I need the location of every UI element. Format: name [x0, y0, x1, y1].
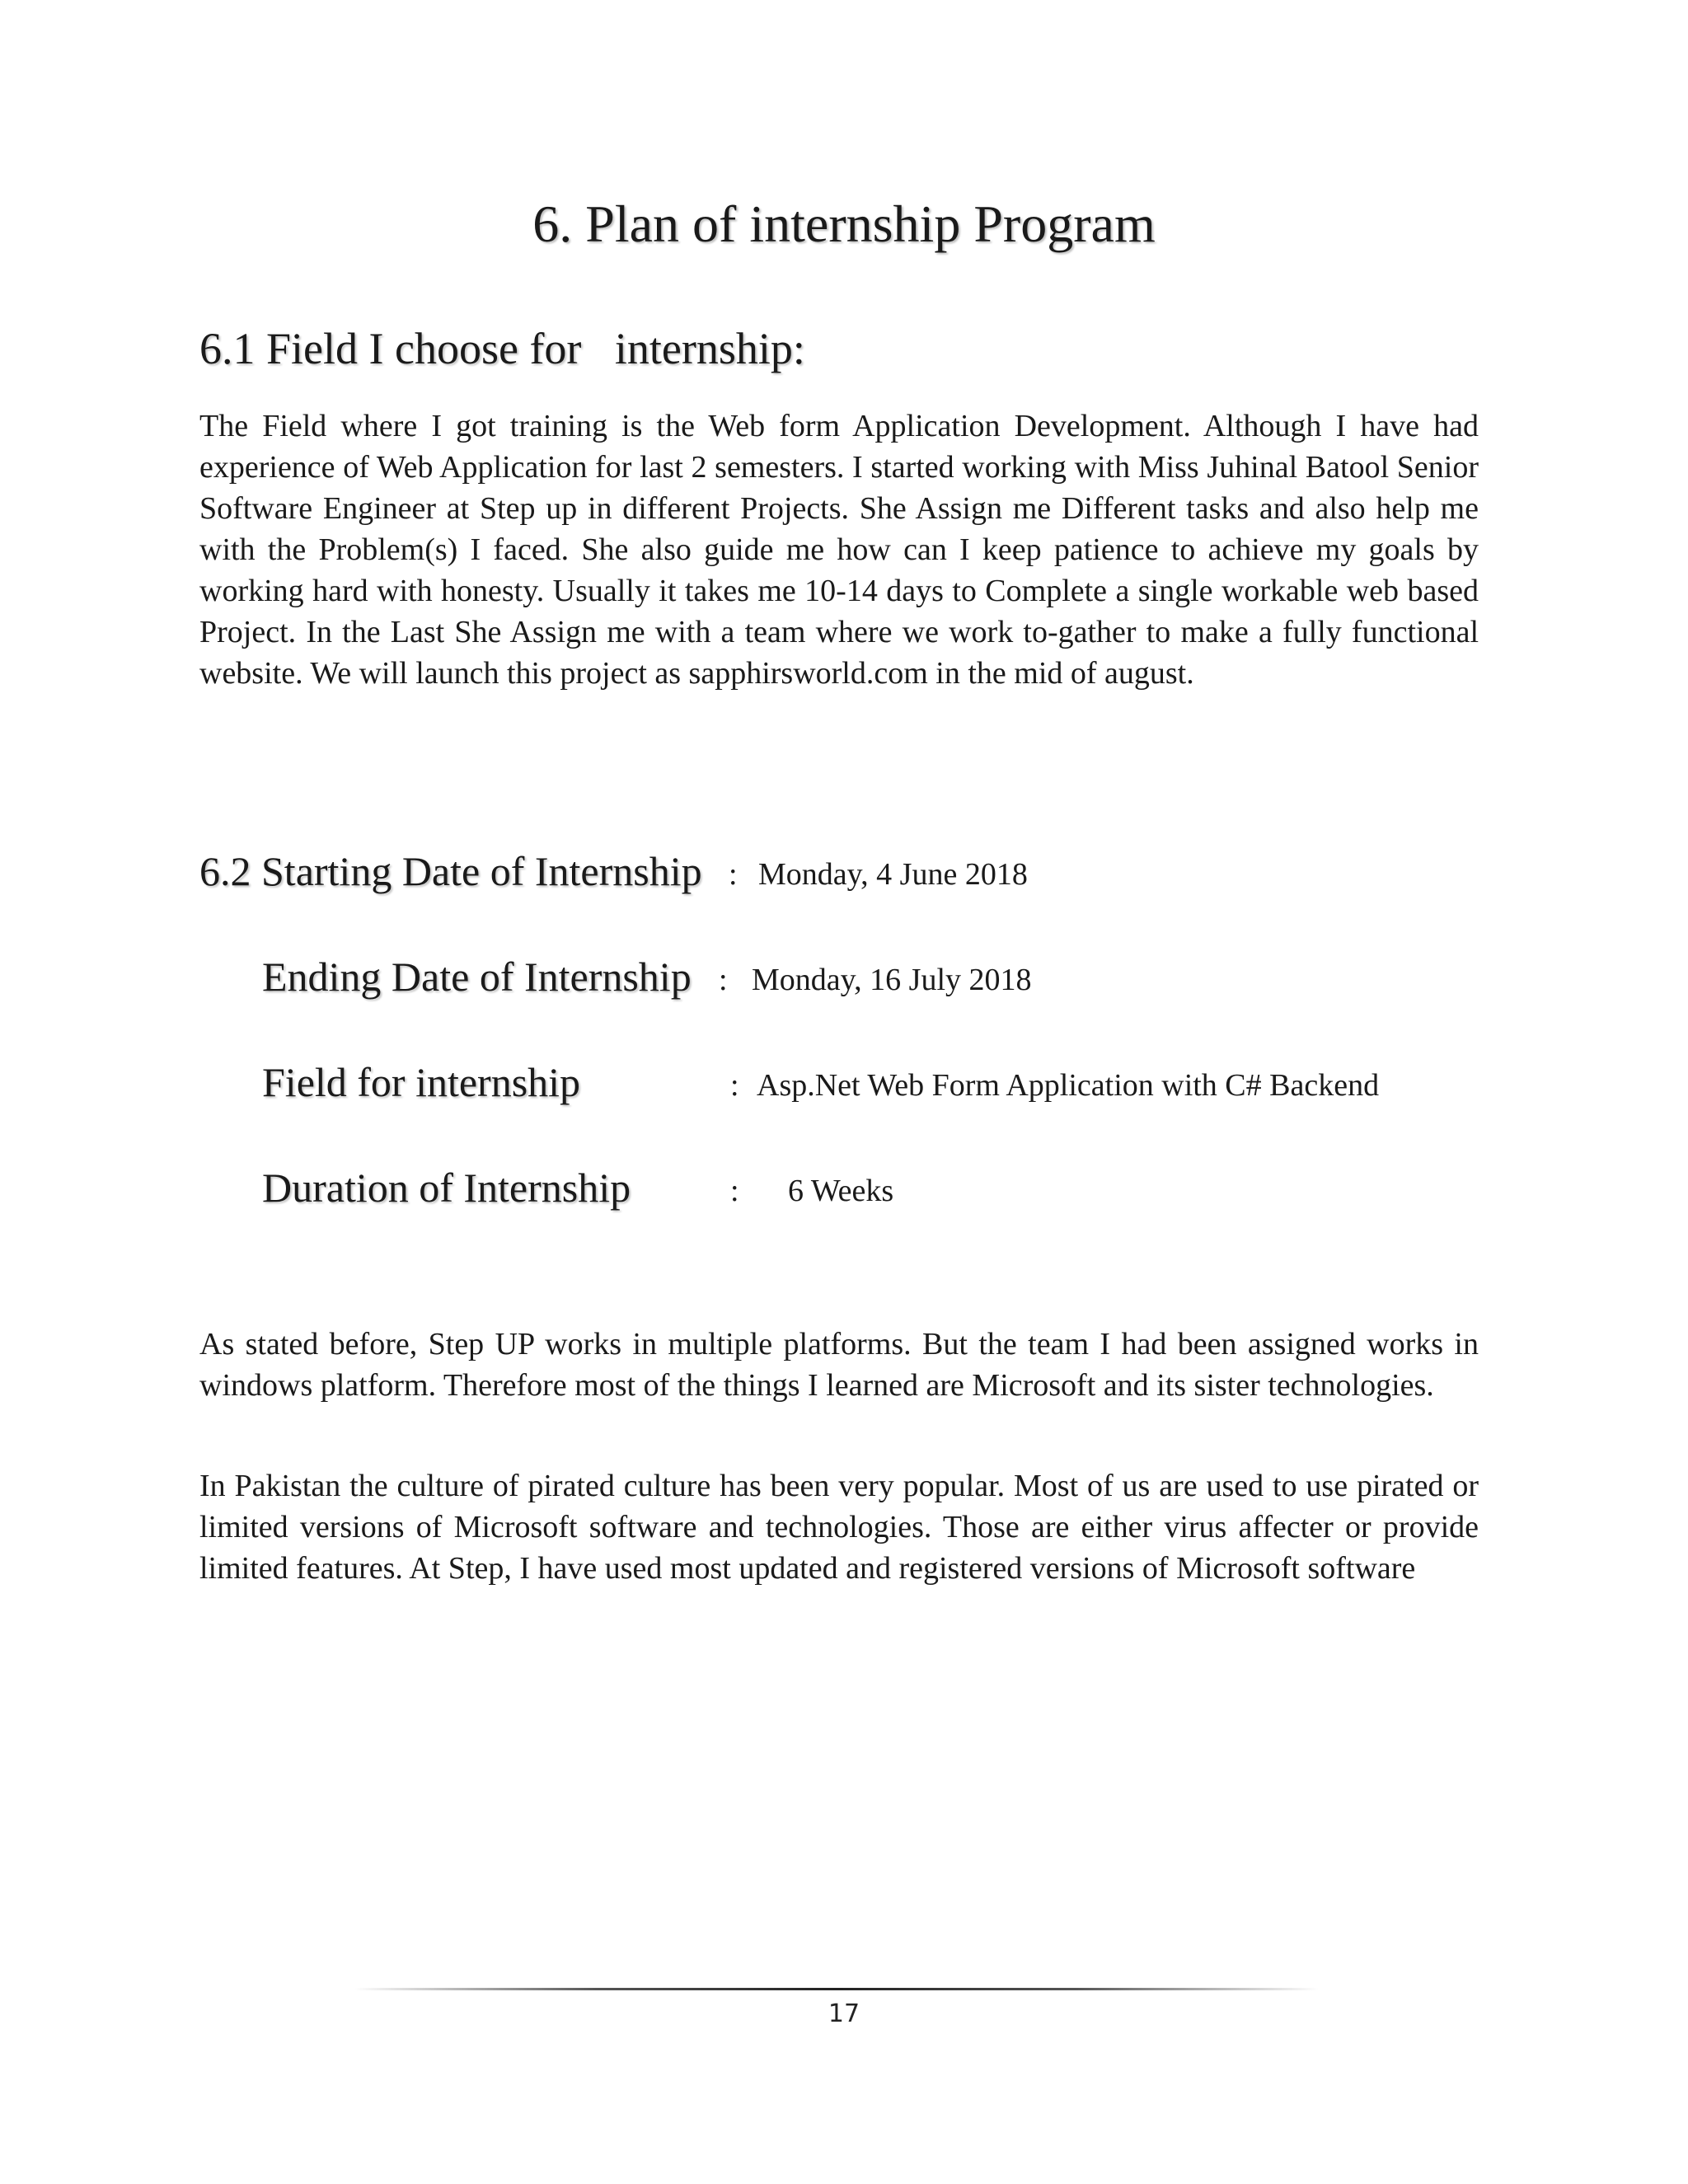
- field-colon: :: [730, 1068, 739, 1103]
- duration-value: 6 Weeks: [788, 1174, 894, 1208]
- ending-date-colon: :: [719, 963, 728, 997]
- paragraph-software: In Pakistan the culture of pirated culture has been very popular. Most of us are used to use pirated or limited versions of Microsoft software and technologies. Those are either virus affecter or provide limited features. At Step, I have used most updated and registered versions of Microsoft software: [199, 1469, 1479, 1586]
- footer-divider: [354, 1988, 1319, 1990]
- page-title: 6. Plan of internship Program: [532, 194, 1156, 253]
- duration-colon: :: [730, 1174, 739, 1208]
- page-number: 17: [828, 1999, 860, 2028]
- duration-label: Duration of Internship: [262, 1165, 631, 1211]
- starting-date-colon: :: [729, 857, 738, 892]
- field-value: Asp.Net Web Form Application with C# Backend: [757, 1068, 1380, 1103]
- starting-date-label: 6.2 Starting Date of Internship: [199, 848, 702, 894]
- paragraph-platforms: As stated before, Step UP works in multiple platforms. But the team I had been assigned works in windows platform. Therefore most of the things I learned are Microsoft and its sister technologies.: [199, 1327, 1479, 1403]
- field-label: Field for internship: [262, 1059, 581, 1105]
- ending-date-label: Ending Date of Internship: [262, 954, 692, 1000]
- section-6-1-paragraph: The Field where I got training is the Web form Application Development. Although I have had experience of Web Application for last 2 semesters. I started working with Miss Juhinal Batool Senior Software Engineer at Step up in different Projects. She Assign me Different tasks and also help me with the Problem(s) I faced. She also guide me how can I keep patience to achieve my goals by working hard with honesty. Usually it takes me 10-14 days to Complete a single workable web based Project. In the Last She Assign me with a team where we work to-gather to make a fully functional website. We will launch this project as sapphirsworld.com in the mid of august.: [199, 409, 1479, 691]
- starting-date-value: Monday, 4 June 2018: [758, 857, 1028, 892]
- ending-date-value: Monday, 16 July 2018: [752, 963, 1032, 997]
- section-6-1-heading: 6.1 Field I choose for internship:: [199, 324, 805, 373]
